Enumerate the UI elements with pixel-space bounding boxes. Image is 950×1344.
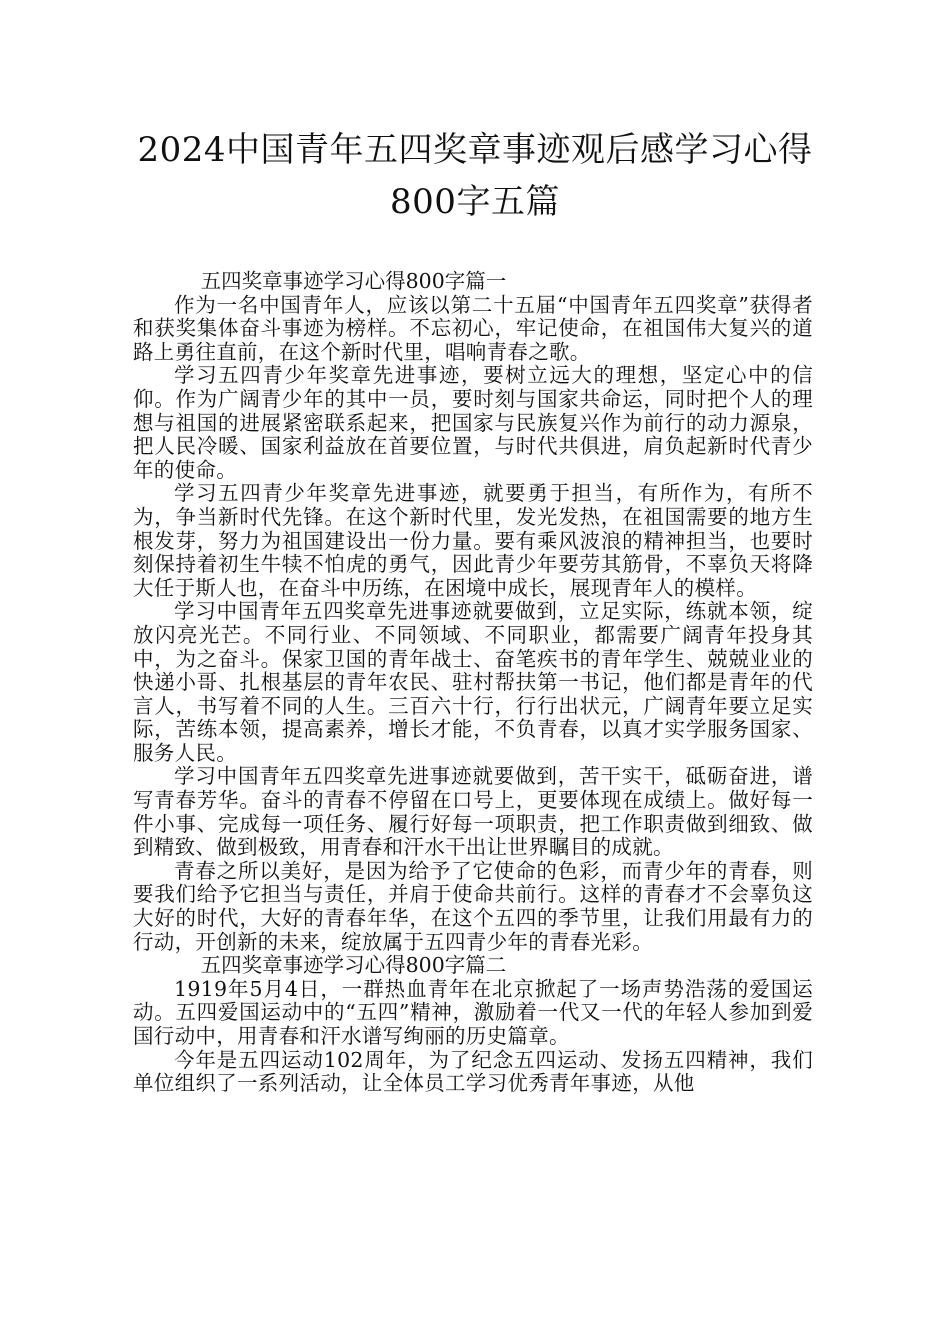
section-heading: 五四奖章事迹学习心得800字篇二	[200, 953, 507, 978]
document-title: 2024中国青年五四奖章事迹观后感学习心得800字五篇	[137, 130, 813, 222]
paragraph: 学习中国青年五四奖章先进事迹就要做到，立足实际，练就本领，绽放闪亮光芒。不同行业、不同领域、不同职业，都需要广阔青年投身其中，为之奋斗。保家卫国的青年战士、奋笔疾书的青年学生、兢兢业业的快递小哥、扎根基层的青年农民、驻村帮扶第一书记，他们都是青年的代言人，书写着不同的人生。三百六十行，行行出状元，广阔青年要立足实际，苦练本领，提高素养，增长才能，不负青春，以真才实学服务国家、服务人民。	[133, 599, 813, 765]
section-heading: 五四奖章事迹学习心得800字篇一	[200, 269, 507, 293]
paragraph: 今年是五四运动102周年，为了纪念五四运动、发扬五四精神，我们单位组织了一系列活动，让全体员工学习优秀青年事迹，从他	[133, 1047, 813, 1096]
paragraph: 青春之所以美好，是因为给予了它使命的色彩，而青少年的青春，则要我们给予它担当与责任，并肩于使命共前行。这样的青春才不会辜负这大好的时代，大好的青春年华，在这个五四的季节里，让我们用最有力的行动，开创新的未来，绽放属于五四青少年的青春光彩。	[133, 858, 813, 954]
paragraph: 学习五四青少年奖章先进事迹，要树立远大的理想，坚定心中的信仰。作为广阔青少年的其中一员，要时刻与国家共命运，同时把个人的理想与祖国的进展紧密联系起来，把国家与民族复兴作为前行的动力源泉，把人民冷暖、国家利益放在首要位置，与时代共俱进，肩负起新时代青少年的使命。	[133, 363, 813, 482]
document-body	[133, 270, 813, 1096]
paragraph: 1919年5月4日，一群热血青年在北京掀起了一场声势浩荡的爱国运动。五四爱国运动中的“五四”精神，激励着一代又一代的年轻人参加到爱国行动中，用青春和汗水谱写绚丽的历史篇章。	[133, 976, 813, 1048]
paragraph: 作为一名中国青年人，应该以第二十五届“中国青年五四奖章”获得者和获奖集体奋斗事迹为榜样。不忘初心，牢记使命，在祖国伟大复兴的道路上勇往直前，在这个新时代里，唱响青春之歌。	[133, 292, 813, 364]
paragraph: 学习中国青年五四奖章先进事迹就要做到，苦干实干，砥砺奋进，谱写青春芳华。奋斗的青春不停留在口号上，更要体现在成绩上。做好每一件小事、完成每一项任务、履行好每一项职责，把工作职责做到细致、做到精致、做到极致，用青春和汗水干出让世界瞩目的成就。	[133, 764, 813, 860]
paragraph: 学习五四青少年奖章先进事迹，就要勇于担当，有所作为，有所不为，争当新时代先锋。在这个新时代里，发光发热，在祖国需要的地方生根发芽，努力为祖国建设出一份力量。要有乘风波浪的精神担当，也要时刻保持着初生牛犊不怕虎的勇气，因此青少年要劳其筋骨，不辜负天将降大任于斯人也，在奋斗中历练，在困境中成长，展现青年人的模样。	[133, 481, 813, 600]
